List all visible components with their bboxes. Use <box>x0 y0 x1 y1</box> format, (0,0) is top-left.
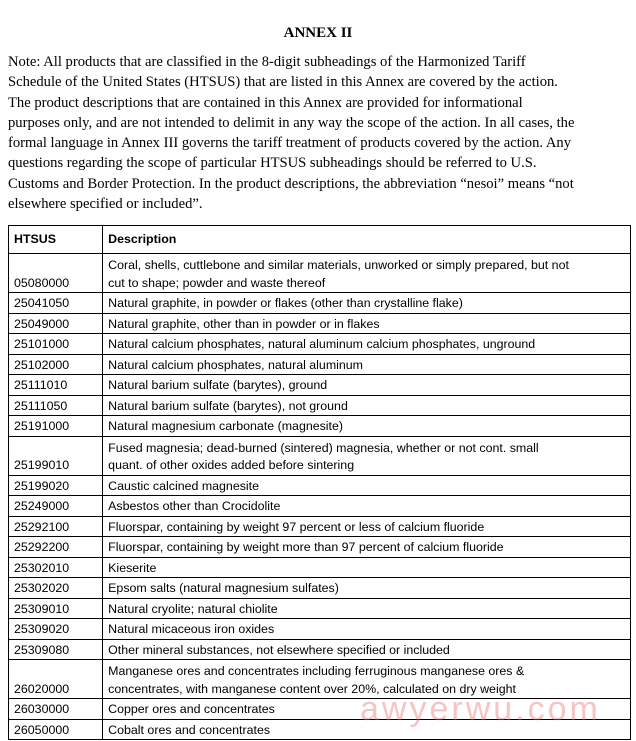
table-row <box>9 475 631 496</box>
description-line: Natural barium sulfate (barytes), not ground <box>108 398 348 413</box>
htsus-code: 25292200 <box>9 537 103 558</box>
table-row <box>9 719 631 740</box>
description-line: Caustic calcined magnesite <box>108 478 260 493</box>
description-line: Asbestos other than Crocidolite <box>108 499 281 513</box>
watermark: awyerwu.com <box>360 690 601 728</box>
description-line: Kieserite <box>108 560 157 575</box>
description-cell <box>103 416 631 437</box>
description-cell <box>103 254 631 293</box>
note-line: formal language in Annex III governs the tariff treatment of products covered by the action. Any <box>8 135 572 152</box>
table-row <box>9 436 631 475</box>
htsus-code: 25049000 <box>9 313 103 334</box>
htsus-code: 25309010 <box>9 598 103 619</box>
note-line: purposes only, and are not intended to delimit in any way the scope of the action. In all cases, the <box>8 114 575 131</box>
htsus-code: 26020000 <box>9 660 103 699</box>
htsus-code: 26030000 <box>9 699 103 720</box>
annex-title: ANNEX II <box>283 25 353 41</box>
description-cell <box>103 598 631 619</box>
description-cell <box>103 557 631 578</box>
htsus-code: 25101000 <box>9 334 103 355</box>
description-cell <box>103 699 631 720</box>
description-cell <box>103 516 631 537</box>
table-row <box>9 416 631 437</box>
description-line: Natural magnesium carbonate (magnesite) <box>108 419 344 433</box>
htsus-code: 25191000 <box>9 416 103 437</box>
description-line: cut to shape; powder and waste thereof <box>108 275 326 290</box>
description-line: Natural micaceous iron oxides <box>108 622 275 636</box>
htsus-code: 05080000 <box>9 254 103 293</box>
htsus-code: 26050000 <box>9 719 103 740</box>
description-cell <box>103 334 631 355</box>
table-row <box>9 619 631 640</box>
description-cell <box>103 639 631 660</box>
table-row <box>9 496 631 517</box>
note-line: Customs and Border Protection. In the product descriptions, the abbreviation “nesoi” means “not <box>8 175 574 192</box>
description-line: Fluorspar, containing by weight 97 percent or less of calcium fluoride <box>108 519 485 534</box>
htsus-code: 25309020 <box>9 619 103 640</box>
htsus-code: 25102000 <box>9 354 103 375</box>
description-cell <box>103 619 631 640</box>
description-line: concentrates, with manganese content over 20%, calculated on dry weight <box>108 681 516 696</box>
description-cell <box>103 436 631 475</box>
htsus-code: 25199020 <box>9 475 103 496</box>
htsus-code: 25292100 <box>9 516 103 537</box>
description-cell <box>103 395 631 416</box>
description-cell <box>103 354 631 375</box>
header-htsus: HTSUS <box>9 226 103 254</box>
htsus-code: 25302010 <box>9 557 103 578</box>
description-line: Coral, shells, cuttlebone and similar materials, unworked or simply prepared, but not <box>108 258 569 272</box>
table-row <box>9 639 631 660</box>
table-header-row <box>9 226 631 254</box>
htsus-code: 25199010 <box>9 436 103 475</box>
description-line: Natural barium sulfate (barytes), ground <box>108 378 328 392</box>
description-line: Manganese ores and concentrates including ferruginous manganese ores & <box>108 664 525 678</box>
note-line: questions regarding the scope of particular HTSUS subheadings should be referred to U.S. <box>8 155 537 172</box>
note-line: Note: All products that are classified in the 8-digit subheadings of the Harmonized Tariff <box>8 54 526 70</box>
description-cell <box>103 719 631 740</box>
table-row <box>9 313 631 334</box>
description-cell <box>103 313 631 334</box>
description-cell <box>103 578 631 599</box>
table-row <box>9 354 631 375</box>
description-cell <box>103 537 631 558</box>
description-line: Natural calcium phosphates, natural aluminum calcium phosphates, unground <box>108 337 536 351</box>
description-cell <box>103 375 631 396</box>
htsus-code: 25309080 <box>9 639 103 660</box>
htsus-code: 25111050 <box>9 395 103 416</box>
table-row <box>9 254 631 293</box>
description-line: Copper ores and concentrates <box>108 702 275 716</box>
table-row <box>9 660 631 699</box>
description-line: Natural graphite, other than in powder or in flakes <box>108 316 380 331</box>
table-row <box>9 598 631 619</box>
htsus-table <box>8 225 631 740</box>
table-row <box>9 334 631 355</box>
table-row <box>9 557 631 578</box>
table-row <box>9 537 631 558</box>
description-line: quant. of other oxides added before sintering <box>108 458 355 472</box>
description-line: Natural cryolite; natural chiolite <box>108 601 278 616</box>
description-line: Fluorspar, containing by weight more than 97 percent of calcium fluoride <box>108 540 504 554</box>
description-line: Natural graphite, in powder or flakes (other than crystalline flake) <box>108 296 463 310</box>
table-row <box>9 395 631 416</box>
description-cell <box>103 496 631 517</box>
description-line: Fused magnesia; dead-burned (sintered) magnesia, whether or not cont. small <box>108 440 539 455</box>
description-cell <box>103 660 631 699</box>
description-line: Other mineral substances, not elsewhere specified or included <box>108 642 450 657</box>
header-description: Description <box>103 226 631 254</box>
table-row <box>9 699 631 720</box>
description-line: Cobalt ores and concentrates <box>108 722 271 737</box>
description-line: Natural calcium phosphates, natural aluminum <box>108 357 363 372</box>
note-paragraph <box>8 52 634 214</box>
htsus-code: 25249000 <box>9 496 103 517</box>
table-body <box>9 254 631 740</box>
description-cell <box>103 475 631 496</box>
description-line: Epsom salts (natural magnesium sulfates) <box>108 581 339 595</box>
htsus-code: 25041050 <box>9 293 103 314</box>
table-row <box>9 375 631 396</box>
table-row <box>9 293 631 314</box>
note-line: The product descriptions that are contained in this Annex are provided for informational <box>8 94 523 111</box>
note-line: elsewhere specified or included”. <box>8 196 203 213</box>
table-row <box>9 516 631 537</box>
description-cell <box>103 293 631 314</box>
note-line: Schedule of the United States (HTSUS) that are listed in this Annex are covered by the action. <box>8 74 558 91</box>
htsus-code: 25302020 <box>9 578 103 599</box>
table-row <box>9 578 631 599</box>
htsus-code: 25111010 <box>9 375 103 396</box>
